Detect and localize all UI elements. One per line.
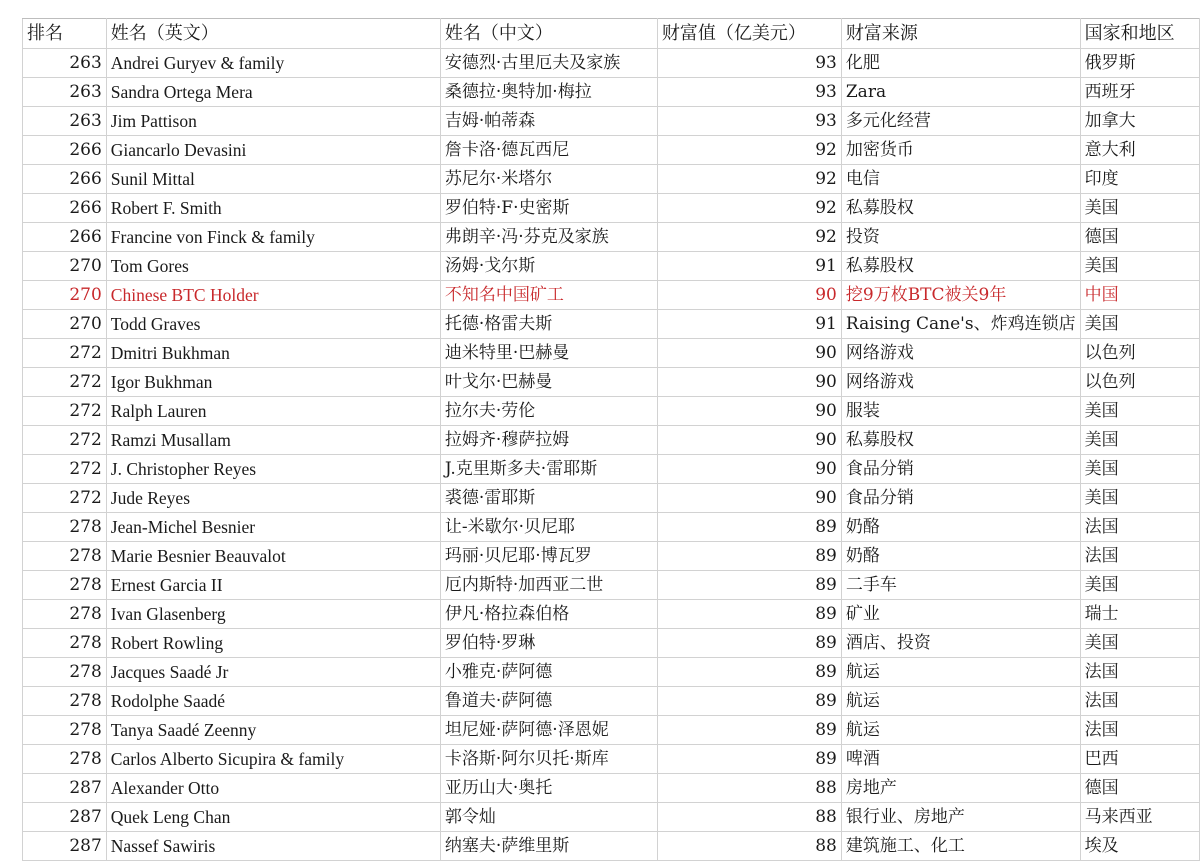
table-row[interactable]	[23, 223, 1200, 252]
header-source[interactable]: 财富来源	[841, 19, 1080, 49]
table-row[interactable]	[23, 484, 1200, 513]
cell-name-zh[interactable]: 托德·格雷夫斯	[440, 310, 657, 339]
cell-source[interactable]: 多元化经营	[841, 107, 1080, 136]
cell-name-en[interactable]: Igor Bukhman	[106, 368, 440, 397]
table-row[interactable]	[23, 426, 1200, 455]
cell-rank[interactable]: 270	[23, 281, 107, 310]
table-row[interactable]	[23, 658, 1200, 687]
cell-country[interactable]: 法国	[1080, 658, 1199, 687]
cell-name-en[interactable]: Todd Graves	[106, 310, 440, 339]
cell-country[interactable]: 西班牙	[1080, 78, 1199, 107]
cell-name-zh[interactable]: J.克里斯多夫·雷耶斯	[440, 455, 657, 484]
cell-name-en[interactable]: Andrei Guryev & family	[106, 49, 440, 78]
cell-worth[interactable]: 92	[657, 165, 841, 194]
cell-source[interactable]: 挖9万枚BTC被关9年	[841, 281, 1080, 310]
cell-country[interactable]: 法国	[1080, 542, 1199, 571]
cell-country[interactable]: 中国	[1080, 281, 1199, 310]
cell-rank[interactable]: 270	[23, 310, 107, 339]
cell-name-zh[interactable]: 卡洛斯·阿尔贝托·斯库	[440, 745, 657, 774]
cell-rank[interactable]: 266	[23, 165, 107, 194]
cell-source[interactable]: 食品分销	[841, 455, 1080, 484]
table-row[interactable]	[23, 368, 1200, 397]
table-row[interactable]	[23, 339, 1200, 368]
cell-name-en[interactable]: Sandra Ortega Mera	[106, 78, 440, 107]
cell-name-en[interactable]: Tanya Saadé Zeenny	[106, 716, 440, 745]
cell-name-zh[interactable]: 迪米特里·巴赫曼	[440, 339, 657, 368]
cell-name-zh[interactable]: 玛丽·贝尼耶·博瓦罗	[440, 542, 657, 571]
cell-name-zh[interactable]: 苏尼尔·米塔尔	[440, 165, 657, 194]
cell-rank[interactable]: 272	[23, 397, 107, 426]
cell-rank[interactable]: 278	[23, 687, 107, 716]
cell-worth[interactable]: 90	[657, 368, 841, 397]
table-row[interactable]	[23, 310, 1200, 339]
table-row[interactable]	[23, 716, 1200, 745]
cell-country[interactable]: 法国	[1080, 716, 1199, 745]
table-row[interactable]	[23, 252, 1200, 281]
cell-rank[interactable]: 278	[23, 542, 107, 571]
header-name-en[interactable]: 姓名（英文）	[106, 19, 440, 49]
table-row[interactable]	[23, 513, 1200, 542]
cell-country[interactable]: 以色列	[1080, 339, 1199, 368]
cell-name-en[interactable]: Carlos Alberto Sicupira & family	[106, 745, 440, 774]
cell-rank[interactable]: 272	[23, 368, 107, 397]
cell-worth[interactable]: 89	[657, 542, 841, 571]
cell-country[interactable]: 瑞士	[1080, 600, 1199, 629]
cell-name-zh[interactable]: 裘德·雷耶斯	[440, 484, 657, 513]
cell-rank[interactable]: 266	[23, 136, 107, 165]
cell-country[interactable]: 法国	[1080, 687, 1199, 716]
cell-worth[interactable]: 88	[657, 774, 841, 803]
cell-rank[interactable]: 278	[23, 513, 107, 542]
cell-worth[interactable]: 89	[657, 629, 841, 658]
cell-name-en[interactable]: Jim Pattison	[106, 107, 440, 136]
cell-source[interactable]: 投资	[841, 223, 1080, 252]
billionaire-table	[22, 18, 1200, 861]
cell-rank[interactable]: 263	[23, 49, 107, 78]
cell-rank[interactable]: 272	[23, 455, 107, 484]
cell-source[interactable]: 食品分销	[841, 484, 1080, 513]
cell-name-en[interactable]: Jean-Michel Besnier	[106, 513, 440, 542]
cell-source[interactable]: 航运	[841, 716, 1080, 745]
cell-name-zh[interactable]: 吉姆·帕蒂森	[440, 107, 657, 136]
cell-rank[interactable]: 270	[23, 252, 107, 281]
cell-rank[interactable]: 263	[23, 107, 107, 136]
cell-source[interactable]: 私募股权	[841, 426, 1080, 455]
cell-worth[interactable]: 89	[657, 571, 841, 600]
cell-rank[interactable]: 278	[23, 571, 107, 600]
cell-name-zh[interactable]: 安德烈·古里厄夫及家族	[440, 49, 657, 78]
cell-source[interactable]: 啤酒	[841, 745, 1080, 774]
cell-source[interactable]: 奶酪	[841, 542, 1080, 571]
cell-name-en[interactable]: Ivan Glasenberg	[106, 600, 440, 629]
cell-source[interactable]: 银行业、房地产	[841, 803, 1080, 832]
cell-worth[interactable]: 89	[657, 687, 841, 716]
cell-worth[interactable]: 89	[657, 716, 841, 745]
cell-country[interactable]: 美国	[1080, 310, 1199, 339]
cell-source[interactable]: 航运	[841, 658, 1080, 687]
table-row[interactable]	[23, 571, 1200, 600]
table-row[interactable]	[23, 832, 1200, 861]
cell-name-zh[interactable]: 厄内斯特·加西亚二世	[440, 571, 657, 600]
cell-name-en[interactable]: Quek Leng Chan	[106, 803, 440, 832]
cell-name-zh[interactable]: 伊凡·格拉森伯格	[440, 600, 657, 629]
cell-country[interactable]: 德国	[1080, 223, 1199, 252]
table-row-highlighted[interactable]	[23, 281, 1200, 310]
cell-name-zh[interactable]: 弗朗辛·冯·芬克及家族	[440, 223, 657, 252]
cell-source[interactable]: 房地产	[841, 774, 1080, 803]
cell-rank[interactable]: 266	[23, 223, 107, 252]
cell-rank[interactable]: 266	[23, 194, 107, 223]
table-row[interactable]	[23, 397, 1200, 426]
cell-country[interactable]: 美国	[1080, 571, 1199, 600]
cell-country[interactable]: 德国	[1080, 774, 1199, 803]
cell-worth[interactable]: 90	[657, 455, 841, 484]
cell-country[interactable]: 美国	[1080, 484, 1199, 513]
cell-country[interactable]: 马来西亚	[1080, 803, 1199, 832]
cell-country[interactable]: 以色列	[1080, 368, 1199, 397]
cell-country[interactable]: 埃及	[1080, 832, 1199, 861]
header-worth[interactable]: 财富值（亿美元）	[657, 19, 841, 49]
cell-name-en[interactable]: Rodolphe Saadé	[106, 687, 440, 716]
cell-name-zh[interactable]: 詹卡洛·德瓦西尼	[440, 136, 657, 165]
cell-source[interactable]: 航运	[841, 687, 1080, 716]
header-name-zh[interactable]: 姓名（中文）	[440, 19, 657, 49]
cell-worth[interactable]: 89	[657, 658, 841, 687]
table-row[interactable]	[23, 600, 1200, 629]
table-row[interactable]	[23, 107, 1200, 136]
table-row[interactable]	[23, 194, 1200, 223]
cell-rank[interactable]: 272	[23, 484, 107, 513]
cell-rank[interactable]: 287	[23, 832, 107, 861]
cell-name-zh[interactable]: 拉姆齐·穆萨拉姆	[440, 426, 657, 455]
cell-name-en[interactable]: Jude Reyes	[106, 484, 440, 513]
cell-name-zh[interactable]: 亚历山大·奥托	[440, 774, 657, 803]
cell-name-en[interactable]: Marie Besnier Beauvalot	[106, 542, 440, 571]
cell-rank[interactable]: 278	[23, 600, 107, 629]
table-row[interactable]	[23, 687, 1200, 716]
cell-rank[interactable]: 278	[23, 658, 107, 687]
cell-country[interactable]: 巴西	[1080, 745, 1199, 774]
cell-source[interactable]: 二手车	[841, 571, 1080, 600]
cell-source[interactable]: 服装	[841, 397, 1080, 426]
header-row	[23, 19, 1200, 49]
cell-worth[interactable]: 90	[657, 426, 841, 455]
cell-rank[interactable]: 287	[23, 803, 107, 832]
table-row[interactable]	[23, 165, 1200, 194]
cell-name-en[interactable]: Alexander Otto	[106, 774, 440, 803]
cell-name-en[interactable]: Francine von Finck & family	[106, 223, 440, 252]
cell-source[interactable]: 矿业	[841, 600, 1080, 629]
cell-source[interactable]: 电信	[841, 165, 1080, 194]
cell-country[interactable]: 美国	[1080, 252, 1199, 281]
cell-worth[interactable]: 89	[657, 745, 841, 774]
cell-worth[interactable]: 88	[657, 803, 841, 832]
cell-worth[interactable]: 92	[657, 194, 841, 223]
cell-worth[interactable]: 90	[657, 397, 841, 426]
cell-source[interactable]: 化肥	[841, 49, 1080, 78]
cell-name-en[interactable]: Tom Gores	[106, 252, 440, 281]
cell-name-zh[interactable]: 汤姆·戈尔斯	[440, 252, 657, 281]
cell-name-en[interactable]: Robert F. Smith	[106, 194, 440, 223]
cell-worth[interactable]: 93	[657, 49, 841, 78]
cell-source[interactable]: 私募股权	[841, 252, 1080, 281]
table-row[interactable]	[23, 49, 1200, 78]
table-row[interactable]	[23, 629, 1200, 658]
cell-source[interactable]: 建筑施工、化工	[841, 832, 1080, 861]
cell-source[interactable]: 酒店、投资	[841, 629, 1080, 658]
cell-name-en[interactable]: J. Christopher Reyes	[106, 455, 440, 484]
cell-worth[interactable]: 90	[657, 484, 841, 513]
cell-country[interactable]: 印度	[1080, 165, 1199, 194]
cell-name-zh[interactable]: 罗伯特·F·史密斯	[440, 194, 657, 223]
table-row[interactable]	[23, 455, 1200, 484]
cell-country[interactable]: 美国	[1080, 629, 1199, 658]
cell-source[interactable]: Zara	[841, 78, 1080, 107]
cell-name-en[interactable]: Nassef Sawiris	[106, 832, 440, 861]
cell-source[interactable]: 奶酪	[841, 513, 1080, 542]
cell-name-zh[interactable]: 让-米歇尔·贝尼耶	[440, 513, 657, 542]
cell-name-en[interactable]: Jacques Saadé Jr	[106, 658, 440, 687]
cell-name-zh[interactable]: 叶戈尔·巴赫曼	[440, 368, 657, 397]
table-row[interactable]	[23, 78, 1200, 107]
cell-country[interactable]: 美国	[1080, 455, 1199, 484]
cell-name-zh[interactable]: 坦尼娅·萨阿德·泽恩妮	[440, 716, 657, 745]
cell-country[interactable]: 加拿大	[1080, 107, 1199, 136]
cell-worth[interactable]: 93	[657, 107, 841, 136]
cell-source[interactable]: 网络游戏	[841, 368, 1080, 397]
cell-name-en[interactable]: Ralph Lauren	[106, 397, 440, 426]
cell-name-zh[interactable]: 不知名中国矿工	[440, 281, 657, 310]
table-body	[23, 49, 1200, 861]
table-row[interactable]	[23, 803, 1200, 832]
table-row[interactable]	[23, 745, 1200, 774]
cell-name-zh[interactable]: 桑德拉·奥特加·梅拉	[440, 78, 657, 107]
cell-source[interactable]: Raising Cane's、炸鸡连锁店	[841, 310, 1080, 339]
cell-name-en[interactable]: Ernest Garcia II	[106, 571, 440, 600]
cell-source[interactable]: 私募股权	[841, 194, 1080, 223]
cell-country[interactable]: 美国	[1080, 194, 1199, 223]
cell-name-zh[interactable]: 郭令灿	[440, 803, 657, 832]
cell-source[interactable]: 网络游戏	[841, 339, 1080, 368]
cell-name-zh[interactable]: 小雅克·萨阿德	[440, 658, 657, 687]
cell-rank[interactable]: 278	[23, 716, 107, 745]
cell-country[interactable]: 俄罗斯	[1080, 49, 1199, 78]
cell-worth[interactable]: 92	[657, 136, 841, 165]
table-row[interactable]	[23, 542, 1200, 571]
header-rank[interactable]: 排名	[23, 19, 107, 49]
cell-rank[interactable]: 287	[23, 774, 107, 803]
cell-source[interactable]: 加密货币	[841, 136, 1080, 165]
cell-worth[interactable]: 89	[657, 600, 841, 629]
cell-rank[interactable]: 278	[23, 745, 107, 774]
cell-name-en[interactable]: Robert Rowling	[106, 629, 440, 658]
cell-country[interactable]: 法国	[1080, 513, 1199, 542]
cell-name-en[interactable]: Ramzi Musallam	[106, 426, 440, 455]
cell-name-en[interactable]: Dmitri Bukhman	[106, 339, 440, 368]
cell-country[interactable]: 意大利	[1080, 136, 1199, 165]
header-country[interactable]: 国家和地区	[1080, 19, 1199, 49]
cell-worth[interactable]: 88	[657, 832, 841, 861]
cell-name-zh[interactable]: 鲁道夫·萨阿德	[440, 687, 657, 716]
cell-worth[interactable]: 91	[657, 310, 841, 339]
cell-rank[interactable]: 272	[23, 339, 107, 368]
cell-country[interactable]: 美国	[1080, 426, 1199, 455]
cell-name-en[interactable]: Chinese BTC Holder	[106, 281, 440, 310]
cell-country[interactable]: 美国	[1080, 397, 1199, 426]
table-row[interactable]	[23, 774, 1200, 803]
cell-worth[interactable]: 90	[657, 339, 841, 368]
cell-worth[interactable]: 93	[657, 78, 841, 107]
cell-worth[interactable]: 91	[657, 252, 841, 281]
cell-rank[interactable]: 278	[23, 629, 107, 658]
cell-worth[interactable]: 92	[657, 223, 841, 252]
table-row[interactable]	[23, 136, 1200, 165]
cell-name-en[interactable]: Giancarlo Devasini	[106, 136, 440, 165]
cell-rank[interactable]: 263	[23, 78, 107, 107]
cell-name-en[interactable]: Sunil Mittal	[106, 165, 440, 194]
cell-worth[interactable]: 89	[657, 513, 841, 542]
cell-name-zh[interactable]: 拉尔夫·劳伦	[440, 397, 657, 426]
cell-rank[interactable]: 272	[23, 426, 107, 455]
cell-worth[interactable]: 90	[657, 281, 841, 310]
cell-name-zh[interactable]: 罗伯特·罗琳	[440, 629, 657, 658]
cell-name-zh[interactable]: 纳塞夫·萨维里斯	[440, 832, 657, 861]
